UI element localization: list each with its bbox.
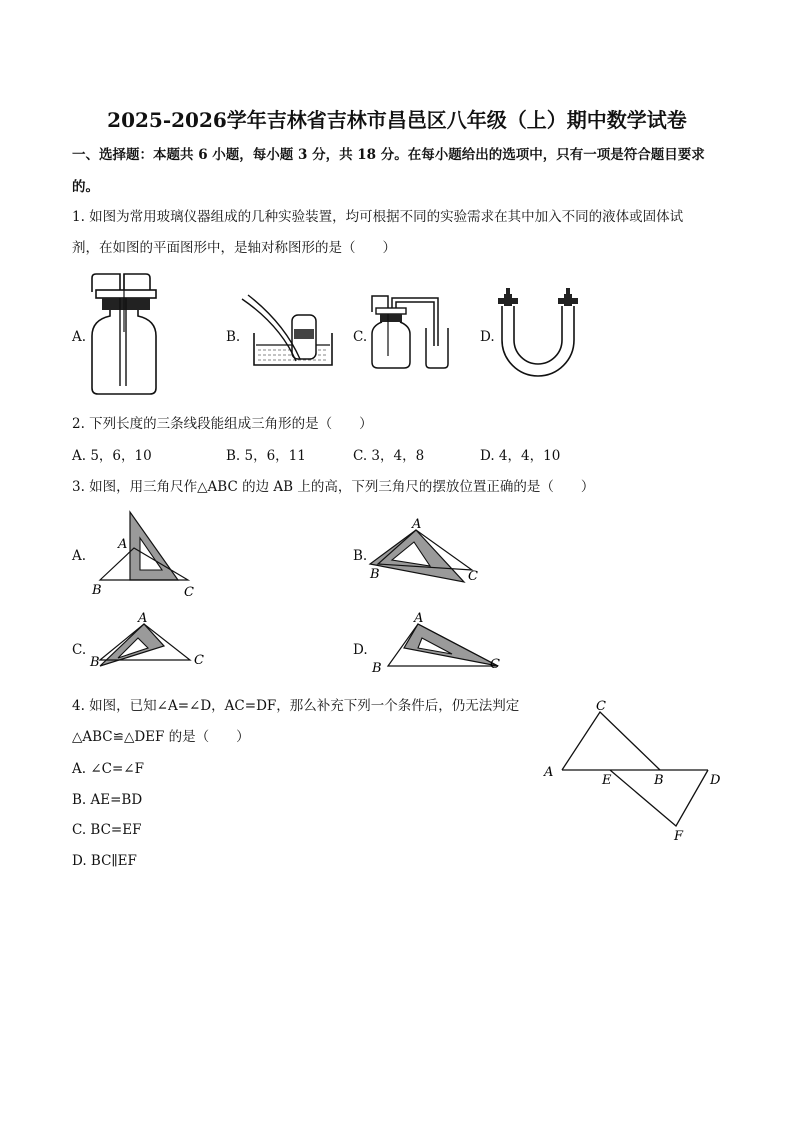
q2-option-b: B. 5，6，11 bbox=[226, 448, 306, 464]
section-heading-line2: 的。 bbox=[72, 179, 99, 195]
q3a-label-c: C bbox=[184, 585, 194, 600]
q4-option-d: D. BC∥EF bbox=[72, 853, 137, 869]
q3-figure-a bbox=[86, 508, 216, 600]
q3d-label-b: B bbox=[372, 661, 382, 676]
q3d-label-a: A bbox=[414, 611, 424, 626]
q1-option-c-label: C. bbox=[353, 329, 368, 345]
q1-option-d-label: D. bbox=[480, 329, 495, 345]
q4-stem-line1: 4. 如图，已知∠A=∠D，AC=DF，那么补充下列一个条件后，仍无法判定 bbox=[72, 698, 520, 714]
q4-label-c: C bbox=[596, 699, 606, 714]
q1-stem-line2: 剂，在如图的平面图形中，是轴对称图形的是（ ） bbox=[72, 240, 396, 256]
q4-option-a: A. ∠C=∠F bbox=[72, 761, 144, 777]
q3-figure-c bbox=[86, 610, 216, 682]
q4-stem-line2: △ABC≌△DEF 的是（ ） bbox=[72, 729, 250, 745]
q3c-label-c: C bbox=[194, 653, 204, 668]
q3-option-d-label: D. bbox=[353, 642, 368, 658]
page-title: 2025-2026学年吉林省吉林市昌邑区八年级（上）期中数学试卷 bbox=[107, 108, 687, 132]
q1-stem-line1: 1. 如图为常用玻璃仪器组成的几种实验装置，均可根据不同的实验需求在其中加入不同的液体或固体试 bbox=[72, 209, 684, 225]
q3-option-b-label: B. bbox=[353, 548, 368, 564]
q2-stem: 2. 下列长度的三条线段能组成三角形的是（ ） bbox=[72, 416, 373, 432]
q4-figure-congruent-triangles bbox=[540, 696, 730, 846]
q2-option-d: D. 4，4，10 bbox=[480, 448, 561, 464]
q3-stem: 3. 如图，用三角尺作△ABC 的边 AB 上的高，下列三角尺的摆放位置正确的是（ ） bbox=[72, 479, 595, 495]
q3b-label-b: B bbox=[370, 567, 380, 582]
q3-figure-b bbox=[368, 516, 498, 586]
q2-option-a: A. 5，6，10 bbox=[72, 448, 152, 464]
q4-option-c: C. BC=EF bbox=[72, 822, 142, 838]
q3-option-a-label: A. bbox=[72, 548, 87, 564]
q4-label-e: E bbox=[602, 773, 612, 788]
q4-label-b: B bbox=[654, 773, 664, 788]
q3-option-c-label: C. bbox=[72, 642, 87, 658]
q4-label-a: A bbox=[544, 765, 554, 780]
q1-figure-c-gas-collection bbox=[368, 290, 458, 372]
q3c-label-b: B bbox=[90, 655, 100, 670]
q1-figure-a-gas-bottle bbox=[86, 270, 166, 398]
q4-label-f: F bbox=[674, 829, 684, 844]
q4-label-d: D bbox=[710, 773, 721, 788]
q4-option-b: B. AE=BD bbox=[72, 792, 143, 808]
q3b-label-a: A bbox=[412, 517, 422, 532]
q3d-label-c: C bbox=[490, 657, 500, 672]
q1-figure-d-u-tube bbox=[494, 286, 586, 380]
q2-option-c: C. 3，4，8 bbox=[353, 448, 425, 464]
q1-option-a-label: A. bbox=[72, 329, 87, 345]
q3a-label-a: A bbox=[118, 537, 128, 552]
q1-option-b-label: B. bbox=[226, 329, 241, 345]
q3b-label-c: C bbox=[468, 569, 478, 584]
q3-figure-d bbox=[368, 610, 508, 680]
q3c-label-a: A bbox=[138, 611, 148, 626]
q3a-label-b: B bbox=[92, 583, 102, 598]
q1-figure-b-water-trough bbox=[240, 295, 340, 370]
section-heading-line1: 一、选择题：本题共 6 小题，每小题 3 分，共 18 分。在每小题给出的选项中，只有一项是符合题目要求 bbox=[72, 147, 705, 163]
